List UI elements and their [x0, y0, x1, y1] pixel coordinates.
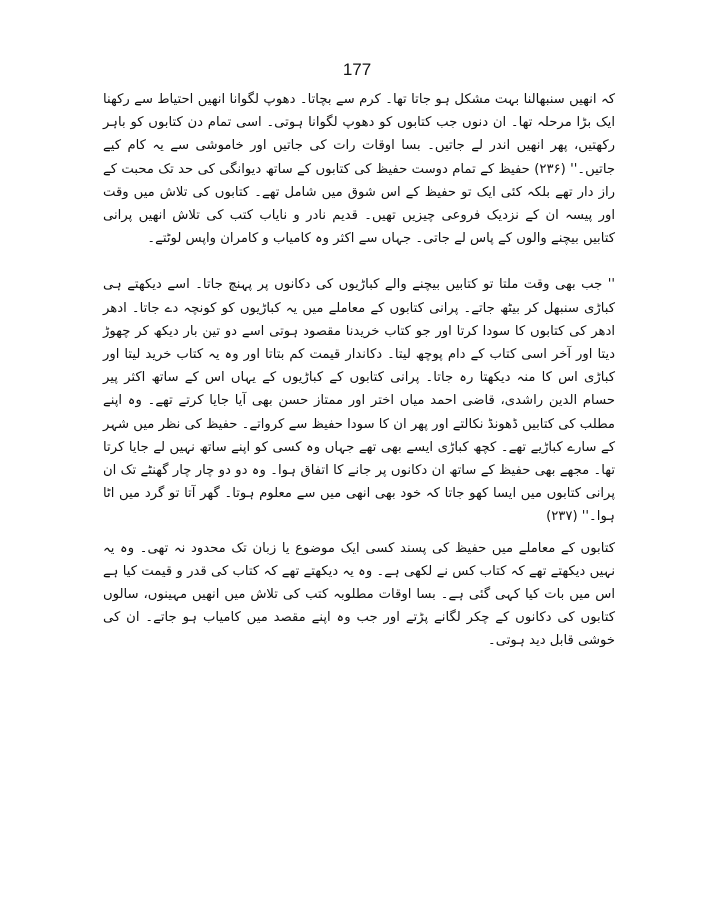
paragraph-3: کتابوں کے معاملے میں حفیظ کی پسند کسی ایک موضوع یا زبان تک محدود نہ تھی۔ وہ یہ نہیں دیکھتے تھے کہ کتاب کس نے لکھی ہے۔ وہ یہ دیکھتے تھے کہ کتاب کی قدر و قیمت کیا ہے اس میں بات کیا کہی گئی ہے۔ بسا اوقات مطلوبہ کتب کی تلاش میں انھیں مہینوں، سالوں کتابوں کی دکانوں کے چکر لگانے پڑتے اور جب وہ اپنے مقصد میں کامیاب ہو جاتے۔ ان کی خوشی قابل دید ہوتی۔: [103, 540, 615, 649]
paragraph-quote: '' جب بھی وقت ملتا تو کتابیں بیچنے والے کباڑیوں کی دکانوں پر پہنچ جاتا۔ اسے دیکھتے ہی کباڑی سنبھل کر بیٹھ جاتے۔ پرانی کتابوں کے معاملے میں یہ کباڑیوں کو کونچہ دے جاتا۔ ادھر ادھر کی کتابوں کا سودا کرتا اور جو کتاب خریدنا مقصود ہوتی اسے دو تین بار دیکھ کر چھوڑ دیتا اور آخر اسی کتاب کے دام پوچھ لیتا۔ دکاندار قیمت کم بتاتا اور وہ یہ کتاب خرید لیتا اور کباڑی اس کا منہ دیکھتا رہ جاتا۔ پرانی کتابوں کے کباڑیوں کے یہاں اس کے ساتھ اکثر پیر حسام الدین راشدی، قاضی احمد میاں اختر اور ممتاز حسن بھی آیا جایا کرتے تھے۔ وہ اپنے مطلب کی کتابیں ڈھونڈ نکالتے اور پھر ان کا سودا حفیظ سے کرواتے۔ حفیظ کی نظر میں شہر کے سارے کباڑیے تھے۔ کچھ کباڑی ایسے بھی تھے جہاں وہ کسی کو اپنے ساتھ نہیں لے جایا کرتا تھا۔ مجھے بھی حفیظ کے ساتھ ان دکانوں پر جانے کا اتفاق ہوا۔ وہ دو دو چار چار گھنٹے تک ان پرانی کتابوں میں ایسا کھو جاتا کہ خود بھی انھی میں سے معلوم ہوتا۔ گھر آتا تو گرد میں اٹا ہوا۔'' (۲۳۷): [103, 277, 615, 525]
body-text: [103, 88, 615, 653]
page-number: 177: [342, 60, 372, 79]
paragraph-1: کہ انھیں سنبھالنا بہت مشکل ہو جاتا تھا۔ کرم سے بچاتا۔ دھوپ لگوانا انھیں احتیاط سے رکھنا ایک بڑا مرحلہ تھا۔ ان دنوں جب کتابوں کو دھوپ لگوانا ہوتی۔ اسی تمام دن کتابوں کو باہر رکھتیں، پھر انھیں اندر لے جاتیں۔ بسا اوقات رات کی جاتیں اور خاموشی سے یہ کام کیے جاتیں۔'' (۲۳۶) حفیظ کے تمام دوست حفیظ کی کتابوں کے ساتھ دیوانگی کی حد تک محبت کے راز دار تھے بلکہ کئی ایک تو حفیظ کے اس شوق میں شامل تھے۔ کتابوں کی تلاش میں وقت اور پیسہ ان کے نزدیک فروعی چیزیں تھیں۔ قدیم نادر و نایاب کتب کی تلاش انھیں پرانی کتابیں بیچنے والوں کے پاس لے جاتی۔ جہاں سے اکثر وہ کامیاب و کامران واپس لوٹتے۔: [103, 92, 615, 247]
